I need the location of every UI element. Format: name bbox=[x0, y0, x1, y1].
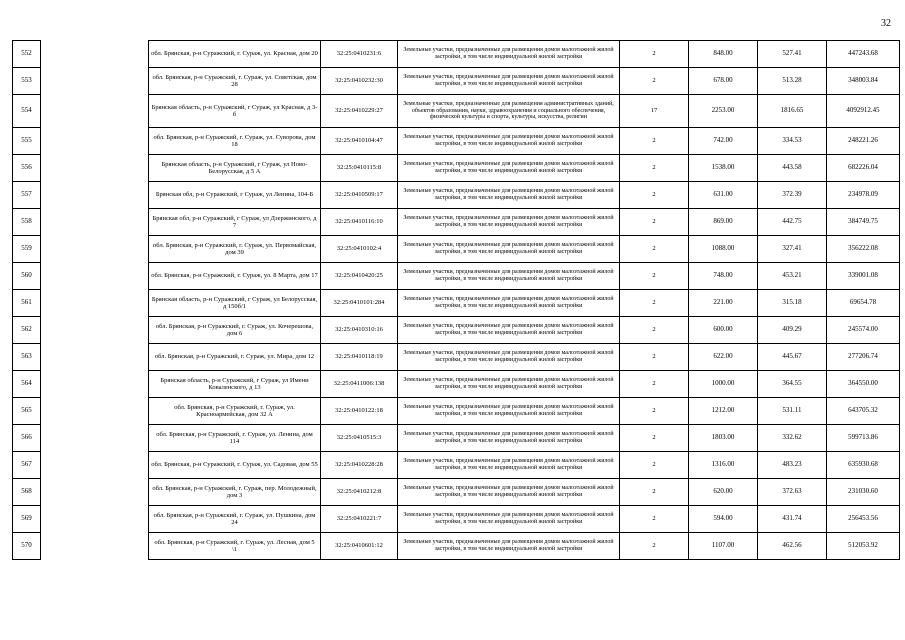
row-permitted-use: Земельные участки, предназначенные для размещения домов малоэтажной жилой застройки, в том числе индивидуальной жилой застройки bbox=[398, 290, 620, 317]
row-number: 564 bbox=[13, 371, 41, 398]
row-gap bbox=[41, 209, 149, 236]
row-area: 1316.00 bbox=[689, 452, 758, 479]
land-registry-table bbox=[12, 40, 900, 560]
row-gap bbox=[41, 155, 149, 182]
table-row bbox=[13, 425, 900, 452]
table-row bbox=[13, 236, 900, 263]
table-row bbox=[13, 290, 900, 317]
table-row bbox=[13, 317, 900, 344]
row-address: обл. Брянская, р-н Суражский, г. Сураж, ул. Кочерешова, дом 6 bbox=[149, 317, 321, 344]
row-rate: 483.23 bbox=[758, 452, 827, 479]
row-address: обл. Брянская, р-н Суражский, г. Сураж, ул. Ленина, дом 114 bbox=[149, 425, 321, 452]
row-address: Брянская область, р-н Суражский, г Сураж, ул Красная, д 3-б bbox=[149, 95, 321, 128]
row-area: 620.00 bbox=[689, 479, 758, 506]
table-row bbox=[13, 128, 900, 155]
row-number: 561 bbox=[13, 290, 41, 317]
row-address: Брянская обл, р-н Суражский, г Сураж, ул Дзержинского, д 7 bbox=[149, 209, 321, 236]
row-cadastral-number: 32:25:0410118:19 bbox=[321, 344, 398, 371]
row-group: 2 bbox=[620, 506, 689, 533]
row-number: 555 bbox=[13, 128, 41, 155]
row-number: 569 bbox=[13, 506, 41, 533]
row-permitted-use: Земельные участки, предназначенные для размещения домов малоэтажной жилой застройки, в том числе индивидуальной жилой застройки bbox=[398, 452, 620, 479]
row-address: обл. Брянская, р-н Суражский, г. Сураж, ул. Мира, дом 12 bbox=[149, 344, 321, 371]
row-cadastral-number: 32:25:0410228:28 bbox=[321, 452, 398, 479]
row-cadastral-value: 69654.78 bbox=[827, 290, 900, 317]
row-address: обл. Брянская, р-н Суражский, г. Сураж, пер. Молодежный, дом 3 bbox=[149, 479, 321, 506]
row-group: 2 bbox=[620, 398, 689, 425]
row-rate: 531.11 bbox=[758, 398, 827, 425]
row-cadastral-value: 245574.00 bbox=[827, 317, 900, 344]
row-cadastral-value: 356222.08 bbox=[827, 236, 900, 263]
row-cadastral-value: 643705.32 bbox=[827, 398, 900, 425]
row-cadastral-value: 234978.09 bbox=[827, 182, 900, 209]
row-group: 2 bbox=[620, 236, 689, 263]
row-number: 570 bbox=[13, 533, 41, 560]
row-rate: 513.28 bbox=[758, 68, 827, 95]
row-gap bbox=[41, 533, 149, 560]
row-cadastral-number: 32:25:0410116:10 bbox=[321, 209, 398, 236]
row-address: обл. Брянская, р-н Суражский, г. Сураж, ул. Советская, дом 28 bbox=[149, 68, 321, 95]
table-row bbox=[13, 209, 900, 236]
row-group: 2 bbox=[620, 371, 689, 398]
row-permitted-use: Земельные участки, предназначенные для размещения домов малоэтажной жилой застройки, в том числе индивидуальной жилой застройки bbox=[398, 371, 620, 398]
table-row bbox=[13, 506, 900, 533]
row-group: 2 bbox=[620, 209, 689, 236]
row-cadastral-value: 277206.74 bbox=[827, 344, 900, 371]
row-rate: 315.18 bbox=[758, 290, 827, 317]
row-group: 2 bbox=[620, 263, 689, 290]
row-number: 566 bbox=[13, 425, 41, 452]
row-area: 869.00 bbox=[689, 209, 758, 236]
row-number: 558 bbox=[13, 209, 41, 236]
row-cadastral-number: 32:25:0410509:17 bbox=[321, 182, 398, 209]
row-area: 848.00 bbox=[689, 41, 758, 68]
row-cadastral-value: 384749.75 bbox=[827, 209, 900, 236]
row-address: Брянская обл, р-н Суражский, г Сураж, ул Ленина, 104-Б bbox=[149, 182, 321, 209]
row-address: обл. Брянская, р-н Суражский, г. Сураж, ул. Лесная, дом 5 \1 bbox=[149, 533, 321, 560]
row-cadastral-number: 32:25:0410104:47 bbox=[321, 128, 398, 155]
row-cadastral-value: 599713.86 bbox=[827, 425, 900, 452]
row-number: 563 bbox=[13, 344, 41, 371]
row-gap bbox=[41, 317, 149, 344]
row-group: 2 bbox=[620, 41, 689, 68]
row-gap bbox=[41, 41, 149, 68]
row-permitted-use: Земельные участки, предназначенные для размещения домов малоэтажной жилой застройки, в том числе индивидуальной жилой застройки bbox=[398, 263, 620, 290]
table-row bbox=[13, 479, 900, 506]
row-permitted-use: Земельные участки, предназначенные для размещения домов малоэтажной жилой застройки, в том числе индивидуальной жилой застройки bbox=[398, 41, 620, 68]
row-group: 2 bbox=[620, 68, 689, 95]
row-rate: 364.55 bbox=[758, 371, 827, 398]
row-group: 2 bbox=[620, 533, 689, 560]
row-group: 2 bbox=[620, 344, 689, 371]
row-group: 2 bbox=[620, 317, 689, 344]
row-cadastral-value: 447243.68 bbox=[827, 41, 900, 68]
row-rate: 453.21 bbox=[758, 263, 827, 290]
row-group: 2 bbox=[620, 155, 689, 182]
row-group: 2 bbox=[620, 479, 689, 506]
row-address: обл. Брянская, р-н Суражский, г. Сураж, ул. Садовая, дом 55 bbox=[149, 452, 321, 479]
row-group: 17 bbox=[620, 95, 689, 128]
row-group: 2 bbox=[620, 182, 689, 209]
row-area: 1000.00 bbox=[689, 371, 758, 398]
table-row bbox=[13, 263, 900, 290]
row-address: обл. Брянская, р-н Суражский, г. Сураж, ул. Первомайская, дом 39 bbox=[149, 236, 321, 263]
row-rate: 443.58 bbox=[758, 155, 827, 182]
row-rate: 431.74 bbox=[758, 506, 827, 533]
row-address: Брянская область, р-н Суражский, г Сураж, ул Ново-Белорусская, д 5 А bbox=[149, 155, 321, 182]
row-address: обл. Брянская, р-н Суражский, г. Сураж, ул. 8 Марта, дом 17 bbox=[149, 263, 321, 290]
row-gap bbox=[41, 452, 149, 479]
row-cadastral-number: 32:25:0410212:8 bbox=[321, 479, 398, 506]
row-rate: 462.56 bbox=[758, 533, 827, 560]
row-permitted-use: Земельные участки, предназначенные для размещения домов малоэтажной жилой застройки, в том числе индивидуальной жилой застройки bbox=[398, 128, 620, 155]
row-number: 567 bbox=[13, 452, 41, 479]
row-group: 2 bbox=[620, 452, 689, 479]
row-permitted-use: Земельные участки, предназначенные для размещения административных зданий, объектов образования, науки, здравоохранения и социального обеспечения, физической культуры и спорта, культуры, искусства, религии bbox=[398, 95, 620, 128]
row-gap bbox=[41, 95, 149, 128]
row-group: 2 bbox=[620, 425, 689, 452]
row-gap bbox=[41, 128, 149, 155]
row-rate: 327.41 bbox=[758, 236, 827, 263]
row-gap bbox=[41, 371, 149, 398]
page-number: 32 bbox=[881, 18, 891, 29]
table-row bbox=[13, 182, 900, 209]
row-cadastral-number: 32:25:0410515:3 bbox=[321, 425, 398, 452]
row-cadastral-number: 32:25:0410115:8 bbox=[321, 155, 398, 182]
row-number: 565 bbox=[13, 398, 41, 425]
row-cadastral-value: 248221.26 bbox=[827, 128, 900, 155]
row-gap bbox=[41, 182, 149, 209]
row-area: 600.00 bbox=[689, 317, 758, 344]
table-row bbox=[13, 371, 900, 398]
row-permitted-use: Земельные участки, предназначенные для размещения домов малоэтажной жилой застройки, в том числе индивидуальной жилой застройки bbox=[398, 344, 620, 371]
row-address: обл. Брянская, р-н Суражский, г. Сураж, ул. Пушкина, дом 24 bbox=[149, 506, 321, 533]
row-number: 562 bbox=[13, 317, 41, 344]
row-number: 552 bbox=[13, 41, 41, 68]
row-cadastral-value: 635930.68 bbox=[827, 452, 900, 479]
table-row bbox=[13, 41, 900, 68]
row-permitted-use: Земельные участки, предназначенные для размещения домов малоэтажной жилой застройки, в том числе индивидуальной жилой застройки bbox=[398, 506, 620, 533]
table-row bbox=[13, 344, 900, 371]
row-cadastral-value: 231030.60 bbox=[827, 479, 900, 506]
row-permitted-use: Земельные участки, предназначенные для размещения домов малоэтажной жилой застройки, в том числе индивидуальной жилой застройки bbox=[398, 236, 620, 263]
row-permitted-use: Земельные участки, предназначенные для размещения домов малоэтажной жилой застройки, в том числе индивидуальной жилой застройки bbox=[398, 425, 620, 452]
row-cadastral-value: 682226.04 bbox=[827, 155, 900, 182]
row-gap bbox=[41, 290, 149, 317]
row-rate: 372.63 bbox=[758, 479, 827, 506]
row-cadastral-value: 256453.56 bbox=[827, 506, 900, 533]
row-permitted-use: Земельные участки, предназначенные для размещения домов малоэтажной жилой застройки, в том числе индивидуальной жилой застройки bbox=[398, 533, 620, 560]
row-number: 559 bbox=[13, 236, 41, 263]
row-area: 221.00 bbox=[689, 290, 758, 317]
row-area: 594.00 bbox=[689, 506, 758, 533]
row-area: 631.00 bbox=[689, 182, 758, 209]
row-area: 1538.00 bbox=[689, 155, 758, 182]
row-rate: 409.29 bbox=[758, 317, 827, 344]
row-gap bbox=[41, 506, 149, 533]
row-gap bbox=[41, 344, 149, 371]
row-number: 568 bbox=[13, 479, 41, 506]
row-cadastral-value: 348003.84 bbox=[827, 68, 900, 95]
row-cadastral-value: 364550.00 bbox=[827, 371, 900, 398]
table-row bbox=[13, 155, 900, 182]
table-row bbox=[13, 398, 900, 425]
row-cadastral-number: 32:25:0410221:7 bbox=[321, 506, 398, 533]
row-number: 557 bbox=[13, 182, 41, 209]
row-number: 560 bbox=[13, 263, 41, 290]
table-row bbox=[13, 95, 900, 128]
table-row bbox=[13, 452, 900, 479]
row-number: 553 bbox=[13, 68, 41, 95]
row-address: обл. Брянская, р-н Суражский, г. Сураж, ул. Красная, дом 20 bbox=[149, 41, 321, 68]
row-cadastral-number: 32:25:0410229:27 bbox=[321, 95, 398, 128]
row-area: 678.00 bbox=[689, 68, 758, 95]
row-permitted-use: Земельные участки, предназначенные для размещения домов малоэтажной жилой застройки, в том числе индивидуальной жилой застройки bbox=[398, 317, 620, 344]
row-address: Брянская область, р-н Суражский, г Сураж, ул Имени Коваленского, д 13 bbox=[149, 371, 321, 398]
row-cadastral-value: 339001.08 bbox=[827, 263, 900, 290]
row-rate: 527.41 bbox=[758, 41, 827, 68]
row-area: 1088.00 bbox=[689, 236, 758, 263]
row-gap bbox=[41, 479, 149, 506]
row-cadastral-number: 32:25:0410420:25 bbox=[321, 263, 398, 290]
row-rate: 1816.65 bbox=[758, 95, 827, 128]
row-permitted-use: Земельные участки, предназначенные для размещения домов малоэтажной жилой застройки, в том числе индивидуальной жилой застройки bbox=[398, 182, 620, 209]
row-rate: 445.67 bbox=[758, 344, 827, 371]
table-row bbox=[13, 533, 900, 560]
row-area: 622.00 bbox=[689, 344, 758, 371]
row-area: 1803.00 bbox=[689, 425, 758, 452]
row-cadastral-number: 32:25:0410101:284 bbox=[321, 290, 398, 317]
row-cadastral-number: 32:25:0410232:30 bbox=[321, 68, 398, 95]
row-gap bbox=[41, 425, 149, 452]
row-area: 748.00 bbox=[689, 263, 758, 290]
row-cadastral-number: 32:25:0410601:12 bbox=[321, 533, 398, 560]
row-gap bbox=[41, 236, 149, 263]
row-cadastral-number: 32:25:0410122:18 bbox=[321, 398, 398, 425]
row-number: 554 bbox=[13, 95, 41, 128]
row-permitted-use: Земельные участки, предназначенные для размещения домов малоэтажной жилой застройки, в том числе индивидуальной жилой застройки bbox=[398, 398, 620, 425]
row-gap bbox=[41, 68, 149, 95]
row-rate: 332.62 bbox=[758, 425, 827, 452]
row-address: Брянская область, р-н Суражский, г Сураж, ул Белорусская, д 150б/1 bbox=[149, 290, 321, 317]
row-address: обл. Брянская, р-н Суражский, г. Сураж, ул. Красноармейская, дом 32 А bbox=[149, 398, 321, 425]
row-gap bbox=[41, 263, 149, 290]
row-permitted-use: Земельные участки, предназначенные для размещения домов малоэтажной жилой застройки, в том числе индивидуальной жилой застройки bbox=[398, 155, 620, 182]
table-row bbox=[13, 68, 900, 95]
row-area: 2253.00 bbox=[689, 95, 758, 128]
row-number: 556 bbox=[13, 155, 41, 182]
row-permitted-use: Земельные участки, предназначенные для размещения домов малоэтажной жилой застройки, в том числе индивидуальной жилой застройки bbox=[398, 479, 620, 506]
row-permitted-use: Земельные участки, предназначенные для размещения домов малоэтажной жилой застройки, в том числе индивидуальной жилой застройки bbox=[398, 209, 620, 236]
row-cadastral-number: 32:25:0410102:4 bbox=[321, 236, 398, 263]
row-area: 742.00 bbox=[689, 128, 758, 155]
row-rate: 334.53 bbox=[758, 128, 827, 155]
row-address: обл. Брянская, р-н Суражский, г. Сураж, ул. Суворова, дом 18 bbox=[149, 128, 321, 155]
row-cadastral-number: 32:25:0410231:6 bbox=[321, 41, 398, 68]
row-group: 2 bbox=[620, 290, 689, 317]
row-cadastral-value: 4092912.45 bbox=[827, 95, 900, 128]
row-rate: 442.75 bbox=[758, 209, 827, 236]
row-rate: 372.39 bbox=[758, 182, 827, 209]
row-group: 2 bbox=[620, 128, 689, 155]
row-area: 1107.00 bbox=[689, 533, 758, 560]
row-gap bbox=[41, 398, 149, 425]
row-area: 1212.00 bbox=[689, 398, 758, 425]
row-cadastral-value: 512053.92 bbox=[827, 533, 900, 560]
row-cadastral-number: 32:25:0411006:138 bbox=[321, 371, 398, 398]
row-cadastral-number: 32:25:0410310:16 bbox=[321, 317, 398, 344]
row-permitted-use: Земельные участки, предназначенные для размещения домов малоэтажной жилой застройки, в том числе индивидуальной жилой застройки bbox=[398, 68, 620, 95]
